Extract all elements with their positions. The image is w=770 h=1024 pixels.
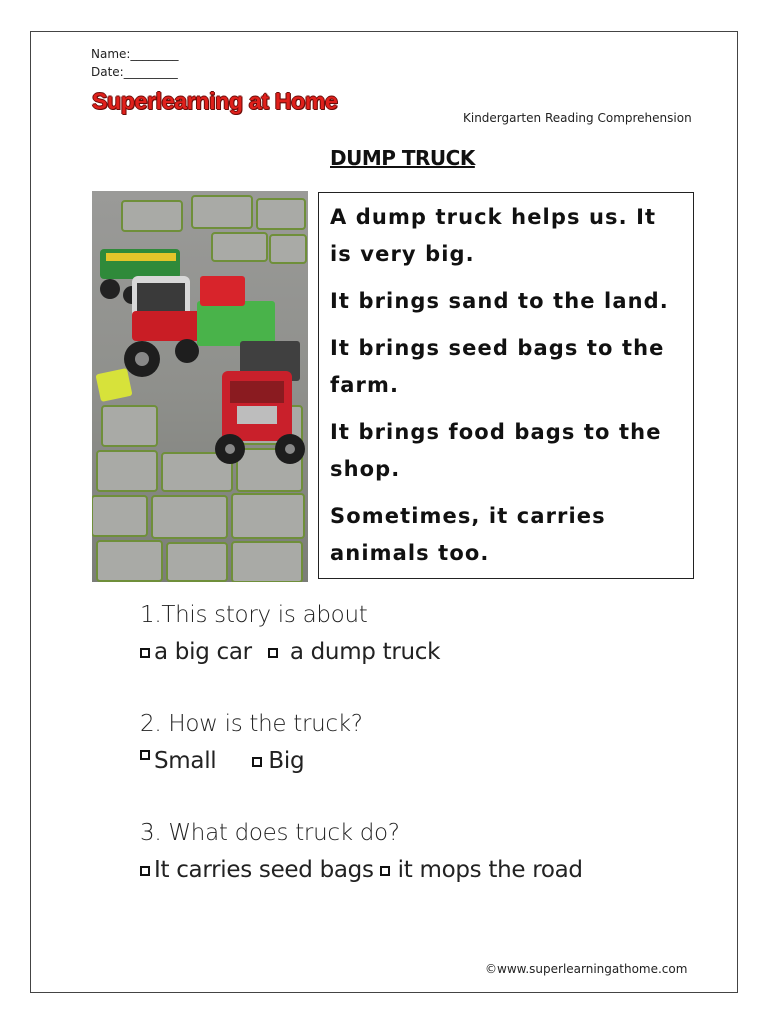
question-1-options — [140, 639, 440, 665]
toy-trucks-image — [92, 191, 308, 582]
story-paragraph: It brings food bags to the shop. — [330, 420, 662, 481]
option-small[interactable] — [140, 748, 216, 774]
option-mops-the-road[interactable] — [380, 857, 583, 883]
option-label: a dump truck — [289, 639, 441, 665]
toy-trucks-photo — [92, 191, 308, 582]
question-3-options — [140, 857, 583, 883]
story-paragraph: A dump truck helps us. It is very big. — [330, 205, 657, 266]
story-paragraph: Sometimes, it carries animals too. — [330, 504, 606, 565]
option-carries-seed-bags[interactable] — [140, 857, 374, 883]
question-2: 2. How is the truck? — [140, 711, 363, 737]
story-paragraph: It brings sand to the land. — [330, 289, 669, 313]
brand-logo-text: Superlearning at Home — [92, 88, 338, 114]
checkbox-icon[interactable] — [140, 750, 150, 760]
date-field-label: Date:_________ — [91, 65, 178, 79]
option-label: Big — [268, 748, 305, 774]
option-label: a big car — [154, 639, 252, 665]
option-label: It carries seed bags — [154, 857, 374, 883]
checkbox-icon[interactable] — [380, 866, 390, 876]
option-label: it mops the road — [397, 857, 583, 883]
question-1: 1.This story is about — [140, 602, 368, 628]
copyright-footer: ©www.superlearningathome.com — [485, 962, 688, 976]
option-a-dump-truck[interactable] — [268, 639, 440, 665]
name-field-label: Name:________ — [91, 47, 179, 61]
story-paragraph: It brings seed bags to the farm. — [330, 336, 665, 397]
story-text-box — [318, 192, 694, 579]
option-a-big-car[interactable] — [140, 639, 252, 665]
checkbox-icon[interactable] — [140, 648, 150, 658]
question-3: 3. What does truck do? — [140, 820, 400, 846]
checkbox-icon[interactable] — [268, 648, 278, 658]
question-2-options — [140, 748, 304, 774]
checkbox-icon[interactable] — [140, 866, 150, 876]
story-title: DUMP TRUCK — [330, 146, 475, 170]
option-label: Small — [154, 748, 217, 774]
option-big[interactable] — [252, 748, 304, 774]
checkbox-icon[interactable] — [252, 757, 262, 767]
worksheet-subtitle: Kindergarten Reading Comprehension — [463, 111, 692, 125]
